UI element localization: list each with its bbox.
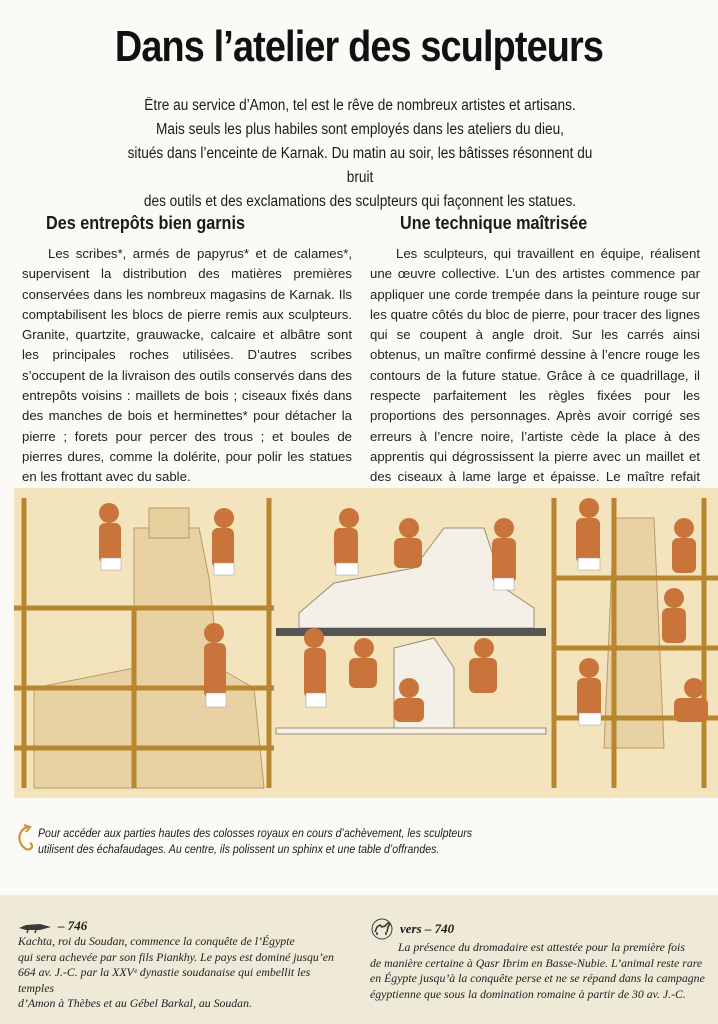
caption-line: Pour accéder aux parties hautes des colosses royaux en cours d’achèvement, les sculpteurs [38,828,473,840]
timeline-text [370,940,710,1002]
left-column-paragraph: Les scribes*, armés de papyrus* et de calames*, supervisent la distribution des matières premières conservées dans les nombreux magasins de Karnak. Ils comptabilisent les blocs de pierre remis aux sculpteurs. Granite, quartzite, grauwacke, calcaire et albâtre sont les principales roches utilisées. D’autres scribes s’occupent de la livraison des outils conservés dans des entrepôts voisins : maillets de bois ; ciseaux fixés dans des manches de bois et herminettes* pour détacher la pierre ; forets pour percer des trous ; et boules de pierres dures, comme la dolérite, pour polir les statues en les frottant avec du sable. [22,246,352,485]
sculptors-workshop-illustration [14,488,718,798]
crocodile-icon [18,918,52,934]
timeline-line: d’Amon à Thèbes et au Gébel Barkal, au Soudan. [18,996,252,1010]
intro-line: des outils et des exclamations des sculpteurs qui façonnent les statues. [143,193,577,210]
page-title: Dans l’atelier des sculpteurs [114,22,604,71]
timeline-entry [18,918,348,1012]
caption-line: utilisent des échafaudages. Au centre, ils polissent un sphinx et une table d’offrandes. [38,844,440,856]
right-column-heading: Une technique maîtrisée [400,213,588,233]
timeline-line: Kachta, roi du Soudan, commence la conquête de l’Égypte [18,934,295,948]
timeline-line: en Égypte jusqu’à la conquête perse et ne se répand dans la campagne [370,971,705,985]
timeline-date: vers – 740 [400,921,455,936]
right-column-text [370,244,700,508]
intro-line: situés dans l’enceinte de Karnak. Du matin au soir, les bâtisses résonnent du bruit [127,145,593,186]
intro-line: Mais seuls les plus habiles sont employés dans les ateliers du dieu, [156,121,564,138]
timeline-line: 664 av. J.-C. par la XXVᵉ dynastie soudanaise qui embellit les temples [18,965,311,995]
timeline-text [18,934,348,1012]
dromedary-icon [370,918,394,940]
timeline-line: de manière certaine à Qasr Ibrim en Basse-Nubie. L’animal reste rare [370,955,703,970]
timeline-line: qui sera achevée par son fils Piankhy. Le pays est dominé jusqu’en [18,949,334,964]
left-column-heading: Des entrepôts bien garnis [46,213,245,233]
intro-paragraph [114,94,607,214]
right-column-paragraph: Les sculpteurs, qui travaillent en équipe, réalisent une œuvre collective. L’un des artistes commence par appliquer une corde trempée dans la peinture rouge sur les quatre côtés du bloc de pierre, pour tracer des lignes qui se coupent à angle droit. Sur les carrés ainsi obtenus, un maître confirmé dessine à l’encre rouge les contours de la future statue. Grâce à ce quadrillage, il respecte parfaitement les règles fixées pour les proportions des personnages. Après avoir corrigé ses erreurs à l’encre noire, l’artiste cède la place à des apprentis qui dégrossissent la pierre avec un maillet et des ciseaux à lame large et épaisse. Le maître refait [370,246,700,485]
illustration-caption [38,826,590,858]
left-column-text [22,244,352,488]
timeline-line: égyptienne que sous la domination romaine à partir de 30 av. J.-C. [370,986,686,1001]
curved-arrow-icon [14,823,36,853]
timeline-date: – 746 [58,918,88,933]
timeline-entry [370,918,710,1002]
intro-line: Être au service d’Amon, tel est le rêve de nombreux artistes et artisans. [144,97,576,114]
timeline-line: La présence du dromadaire est attestée pour la première fois [398,940,685,954]
